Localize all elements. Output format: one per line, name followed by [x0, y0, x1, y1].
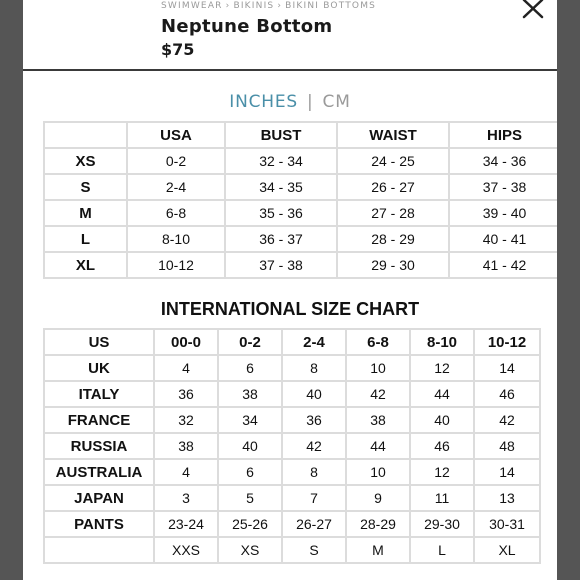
row-label: ITALY [44, 381, 154, 407]
table-cell: 24 - 25 [337, 148, 449, 174]
table-row [44, 381, 540, 407]
table-cell: 11 [410, 485, 474, 511]
column-header: HIPS [449, 122, 557, 148]
row-label: AUSTRALIA [44, 459, 154, 485]
table-cell: 13 [474, 485, 540, 511]
table-cell: 3 [154, 485, 218, 511]
column-header: 8-10 [410, 329, 474, 355]
table-cell: 27 - 28 [337, 200, 449, 226]
table-cell: 10 [346, 459, 410, 485]
table-cell: 8 [282, 355, 346, 381]
close-button[interactable] [519, 0, 547, 20]
unit-toggle [23, 92, 557, 112]
table-cell: 8-10 [127, 226, 225, 252]
breadcrumb-item-bikini-bottoms[interactable]: BIKINI BOTTOMS [285, 1, 377, 11]
table-cell: 46 [410, 433, 474, 459]
row-label: JAPAN [44, 485, 154, 511]
table-cell: 40 [410, 407, 474, 433]
table-cell: 44 [410, 381, 474, 407]
table-cell: 6 [218, 355, 282, 381]
breadcrumb-separator: › [225, 1, 231, 11]
product-price: $75 [161, 40, 195, 59]
table-row [44, 174, 557, 200]
table-cell: 36 - 37 [225, 226, 337, 252]
table-cell: 9 [346, 485, 410, 511]
row-label: M [44, 200, 127, 226]
table-cell: 40 [282, 381, 346, 407]
column-header: 00-0 [154, 329, 218, 355]
table-cell: 12 [410, 355, 474, 381]
column-header: BUST [225, 122, 337, 148]
table-cell: 12 [410, 459, 474, 485]
breadcrumb-item-swimwear[interactable]: SWIMWEAR [161, 1, 223, 11]
table-cell: 4 [154, 355, 218, 381]
table-cell: 48 [474, 433, 540, 459]
table-row [44, 226, 557, 252]
table-row [44, 252, 557, 278]
table-cell: 36 [154, 381, 218, 407]
table-row [44, 433, 540, 459]
row-label: XL [44, 252, 127, 278]
table-cell: 29-30 [410, 511, 474, 537]
size-table [43, 121, 557, 279]
table-cell: 42 [474, 407, 540, 433]
table-cell: 41 - 42 [449, 252, 557, 278]
product-title: Neptune Bottom [161, 16, 333, 37]
close-icon [519, 0, 547, 20]
table-row [44, 511, 540, 537]
table-cell: 34 [218, 407, 282, 433]
row-label: UK [44, 355, 154, 381]
column-header: 6-8 [346, 329, 410, 355]
table-cell: 38 [154, 433, 218, 459]
table-cell: 44 [346, 433, 410, 459]
table-cell: 42 [346, 381, 410, 407]
table-cell: 10 [346, 355, 410, 381]
column-header: 2-4 [282, 329, 346, 355]
table-cell: 28 - 29 [337, 226, 449, 252]
table-cell: 4 [154, 459, 218, 485]
breadcrumb [161, 1, 376, 11]
table-cell: 30-31 [474, 511, 540, 537]
table-cell: 10-12 [127, 252, 225, 278]
table-cell: XS [218, 537, 282, 563]
table-cell: S [282, 537, 346, 563]
table-cell: 2-4 [127, 174, 225, 200]
table-row [44, 355, 540, 381]
unit-inches-tab[interactable]: INCHES [229, 92, 299, 112]
unit-cm-tab[interactable]: CM [322, 92, 351, 112]
row-label: L [44, 226, 127, 252]
unit-separator: | [307, 92, 314, 112]
table-cell: 38 [218, 381, 282, 407]
table-cell: 32 - 34 [225, 148, 337, 174]
column-header: 10-12 [474, 329, 540, 355]
size-table-header [44, 122, 557, 148]
intl-size-table [43, 328, 541, 564]
table-row [44, 148, 557, 174]
table-cell: 37 - 38 [449, 174, 557, 200]
table-cell: L [410, 537, 474, 563]
table-cell: 32 [154, 407, 218, 433]
row-label: S [44, 174, 127, 200]
table-cell: XXS [154, 537, 218, 563]
row-label: PANTS [44, 511, 154, 537]
table-cell: 7 [282, 485, 346, 511]
table-row [44, 485, 540, 511]
table-row [44, 200, 557, 226]
table-cell: 8 [282, 459, 346, 485]
column-header: US [44, 329, 154, 355]
table-cell: 14 [474, 459, 540, 485]
column-header: USA [127, 122, 225, 148]
table-cell: XL [474, 537, 540, 563]
table-cell: 37 - 38 [225, 252, 337, 278]
table-row [44, 537, 540, 563]
row-label: FRANCE [44, 407, 154, 433]
table-cell: 23-24 [154, 511, 218, 537]
table-cell: 34 - 35 [225, 174, 337, 200]
row-label: RUSSIA [44, 433, 154, 459]
table-cell: 35 - 36 [225, 200, 337, 226]
table-cell: 29 - 30 [337, 252, 449, 278]
table-cell: 39 - 40 [449, 200, 557, 226]
column-header [44, 122, 127, 148]
table-cell: 28-29 [346, 511, 410, 537]
table-cell: 34 - 36 [449, 148, 557, 174]
column-header: WAIST [337, 122, 449, 148]
table-row [44, 407, 540, 433]
header-divider [23, 69, 557, 71]
table-cell: 5 [218, 485, 282, 511]
size-guide-modal [23, 0, 557, 580]
table-cell: 6 [218, 459, 282, 485]
row-label: XS [44, 148, 127, 174]
table-cell: 26 - 27 [337, 174, 449, 200]
table-cell: 38 [346, 407, 410, 433]
table-cell: 40 [218, 433, 282, 459]
table-cell: 25-26 [218, 511, 282, 537]
column-header: 0-2 [218, 329, 282, 355]
table-cell: 46 [474, 381, 540, 407]
table-row [44, 459, 540, 485]
breadcrumb-item-bikinis[interactable]: BIKINIS [233, 1, 275, 11]
intl-table-header [44, 329, 540, 355]
breadcrumb-separator: › [277, 1, 283, 11]
row-label [44, 537, 154, 563]
table-cell: M [346, 537, 410, 563]
table-cell: 26-27 [282, 511, 346, 537]
table-cell: 6-8 [127, 200, 225, 226]
intl-chart-title: INTERNATIONAL SIZE CHART [160, 299, 420, 319]
table-cell: 36 [282, 407, 346, 433]
table-cell: 42 [282, 433, 346, 459]
table-cell: 40 - 41 [449, 226, 557, 252]
table-cell: 0-2 [127, 148, 225, 174]
table-cell: 14 [474, 355, 540, 381]
